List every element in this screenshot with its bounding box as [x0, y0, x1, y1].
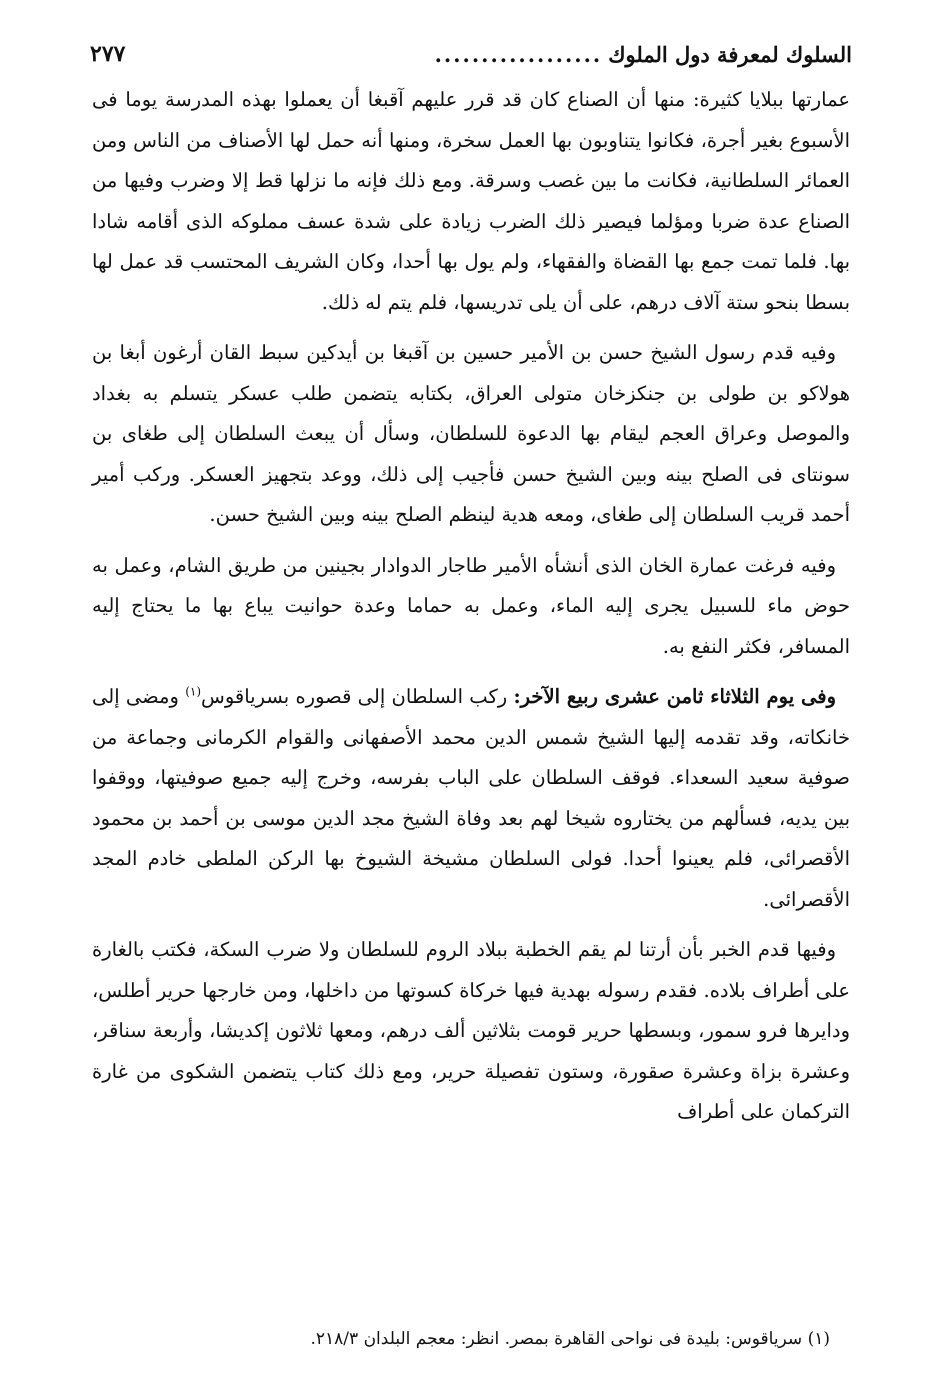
book-title: السلوك لمعرفة دول الملوك — [608, 41, 852, 67]
paragraph-lead-date: وفى يوم الثلاثاء ثامن عشرى ربيع الآخر: — [513, 685, 836, 708]
paragraph-2 — [92, 333, 850, 536]
main-text — [92, 80, 850, 1133]
paragraph-3 — [92, 546, 850, 668]
paragraph-text: وفيه قدم رسول الشيخ حسن بن الأمير حسين بن آقبغا بن أيدكين سبط القان أرغون أبغا بن هولاكو بن طولى بن جنكزخان متولى العراق، بكتابه يتضمن طلب عسكر يتسلم به بغداد والموصل وعراق العجم ليقام بها الدعوة للسلطان، وسأل أن يبعث السلطان إلى طغاى بن سونتاى فى الصلح بينه وبين الشيخ حسن فأجيب إلى ذلك، ووعد بتجهيز العسكر. وركب أمير أحمد قريب السلطان إلى طغاى، ومعه هدية لينظم الصلح بينه وبين الشيخ حسن. — [92, 341, 850, 526]
paragraph-text: ركب السلطان إلى قصوره بسرياقوس — [201, 685, 508, 708]
paragraph-5 — [92, 930, 850, 1133]
paragraph-4 — [92, 677, 850, 920]
paragraph-text: عمارتها ببلايا كثيرة: منها أن الصناع كان قد قرر عليهم آقبغا أن يعملوا بهذه المدرسة يوما فى الأسبوع بغير أجرة، فكانوا يتناوبون بها العمل سخرة، ومنها أنه حمل لها الأصناف من الناس ومن العمائر السلطانية، فكانت ما بين غصب وسرقة. ومع ذلك فإنه ما نزلها قط إلا وضرب وفيها من الصناع عدة ضربا ومؤلما فيصير ذلك الضرب زيادة على شدة عسف مملوكه الذى أقامه شادا بها. فلما تمت جمع بها القضاة والفقهاء، ولم يول بها أحدا، وكان الشريف المحتسب قد عمل لها بسطا بنحو ستة آلاف درهم، على أن يلى تدريسها، فلم يتم له ذلك. — [92, 88, 850, 314]
page-number: ٢٧٧ — [90, 41, 126, 67]
footnote: (١) سرياقوس: بليدة فى نواحى القاهرة بمصر. انظر: معجم البلدان ٢١٨/٣. — [310, 1329, 830, 1349]
paragraph-text: وفيها قدم الخبر بأن أرتنا لم يقم الخطبة ببلاد الروم للسلطان ولا ضرب السكة، فكتب بالغارة على أطراف بلاده. فقدم رسوله بهدية فيها خركاة كسوتها من داخلها، ومن خارجها حرير أطلس، ودايرها فرو سمور، وبسطها حرير قومت بثلاثين ألف درهم، ومعها ثلاثون إكديشا، وأربعة سناقر، وعشرة بزاة وعشرة صقورة، وستون تفصيلة حرير، ومع ذلك كتاب يتضمن الشكوى من غارة التركمان على أطراف — [92, 938, 850, 1123]
paragraph-text-continued: ومضى إلى خانكاته، وقد تقدمه إليها الشيخ شمس الدين محمد الأصفهانى والقوام الكرمانى وجماعة من صوفية سعيد السعداء. فوقف السلطان على الباب بفرسه، وخرج إليه جميع صوفيتها، ووقفوا بين يديه، فسألهم من يختاروه شيخا لهم بعد وفاة الشيخ مجد الدين موسى بن أحمد بن محمود الأقصرائى، فلم يعينوا أحدا. فولى السلطان مشيخة الشيوخ بها الركن الملطى خادم المجد الأقصرائى. — [92, 685, 850, 911]
footnote-reference[interactable]: (١) — [185, 684, 202, 699]
paragraph-1 — [92, 80, 850, 323]
running-header — [90, 34, 852, 74]
header-leader-dots: .................. — [434, 41, 603, 67]
paragraph-text: وفيه فرغت عمارة الخان الذى أنشأه الأمير طاجار الدوادار بجينين من طريق الشام، وعمل به حوض ماء للسبيل يجرى إليه الماء، وعمل به حماما وعدة حوانيت يباع بها ما يحتاج إليه المسافر، فكثر النفع به. — [92, 553, 850, 658]
